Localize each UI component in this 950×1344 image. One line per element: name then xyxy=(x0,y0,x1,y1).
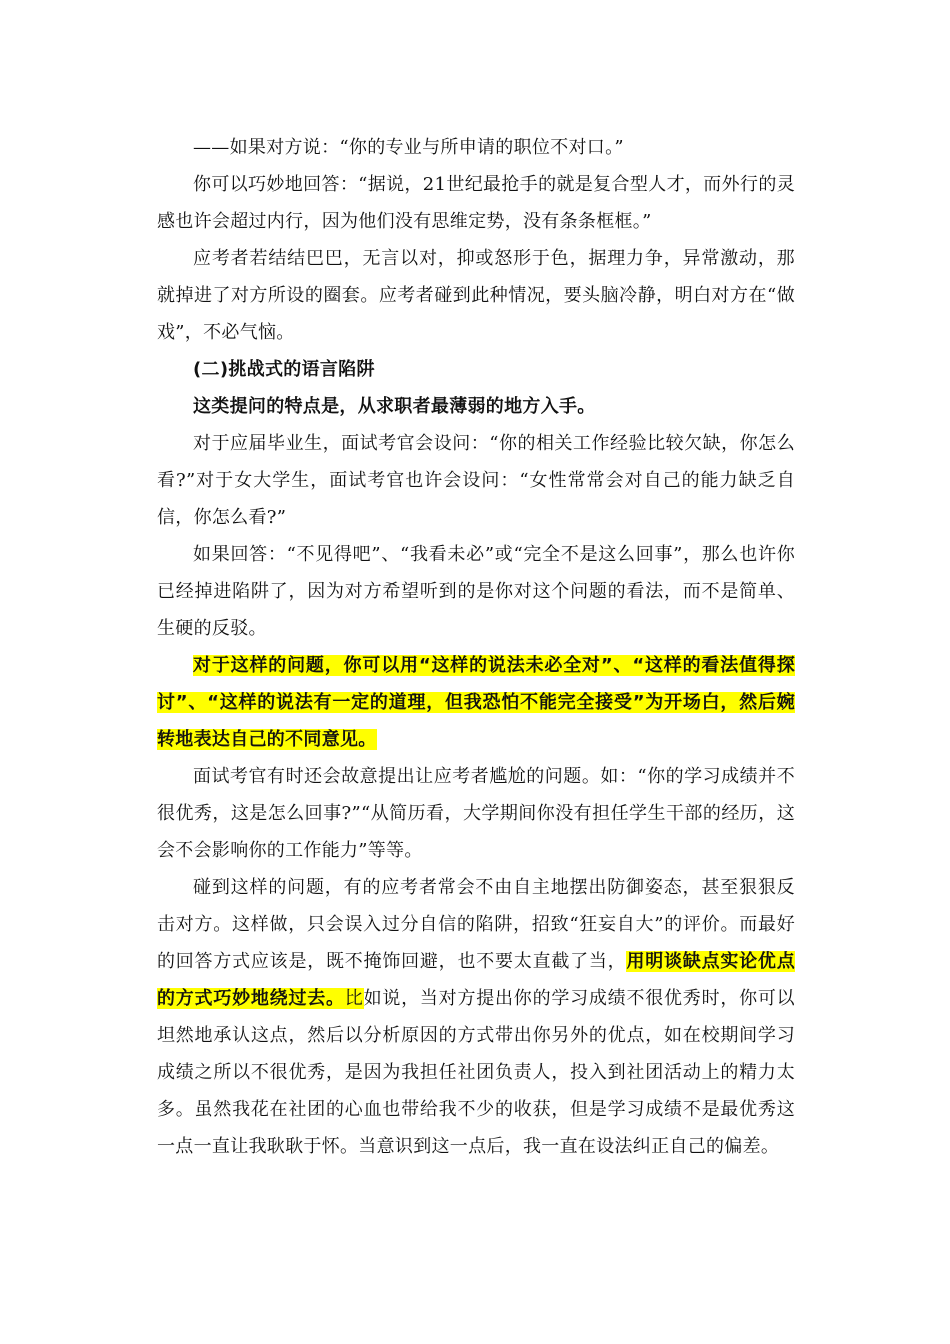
paragraph-1: ——如果对方说：“你的专业与所申请的职位不对口。” xyxy=(193,137,624,158)
paragraph-4: 对于应届毕业生，面试考官会设问：“你的相关工作经验比较欠缺，你怎么看?”对于女大学生，面试考官也许会设问：“女性常常会对自己的能力缺乏自信，你怎么看?” xyxy=(157,433,795,528)
paragraph-6-highlighted xyxy=(157,647,795,758)
document-page xyxy=(157,129,795,1165)
paragraph-8-end: 如说，当对方提出你的学习成绩不很优秀时，你可以坦然地承认这点，然后以分析原因的方式带出你另外的优点，如在校期间学习成绩之所以不很优秀，是因为我担任社团负责人，投入到社团活动上的精力太多。虽然我花在社团的心血也带给我不少的收获，但是学习成绩不是最优秀这一点一直让我耿耿于怀。当意识到这一点后，我一直在设法纠正自己的偏差。 xyxy=(157,988,795,1157)
paragraph-2: 你可以巧妙地回答：“据说，21世纪最抢手的就是复合型人才，而外行的灵感也许会超过内行，因为他们没有思维定势，没有条条框框。” xyxy=(157,174,795,232)
paragraph-8 xyxy=(157,869,795,1165)
paragraph-8-start: 碰到这样的问题，有的应考者常会不由自主地摆出防御姿态，甚至狠狠反击对方。这样做，只会误入过分自信的陷阱，招致“狂妄自大”的评价。而最好的回答方式应该是，既不掩饰回避，也不要太直截了当， xyxy=(157,877,795,972)
highlighted-strategy: 用明谈缺点实论优点的方式巧妙地绕过去。 xyxy=(157,951,795,1009)
highlighted-advice: 对于这样的问题，你可以用“这样的说法未必全对”、“这样的看法值得探讨”、“这样的说法有一定的道理，但我恐怕不能完全接受”为开场白，然后婉转地表达自己的不同意见。 xyxy=(157,655,795,750)
highlighted-char: 比 xyxy=(344,988,364,1009)
paragraph-5: 如果回答：“不见得吧”、“我看未必”或“完全不是这么回事”，那么也许你已经掉进陷阱了，因为对方希望听到的是你对这个问题的看法，而不是简单、生硬的反驳。 xyxy=(157,544,795,639)
paragraph-3: 应考者若结结巴巴，无言以对，抑或怒形于色，据理力争，异常激动，那就掉进了对方所设的圈套。应考者碰到此种情况，要头脑冷静，明白对方在“做戏”，不必气恼。 xyxy=(157,248,795,343)
section-heading: (二)挑战式的语言陷阱 xyxy=(193,359,375,380)
paragraph-7: 面试考官有时还会故意提出让应考者尴尬的问题。如：“你的学习成绩并不很优秀，这是怎么回事?”“从简历看，大学期间你没有担任学生干部的经历，这会不会影响你的工作能力”等等。 xyxy=(157,766,795,861)
section-summary: 这类提问的特点是，从求职者最薄弱的地方入手。 xyxy=(193,396,596,417)
